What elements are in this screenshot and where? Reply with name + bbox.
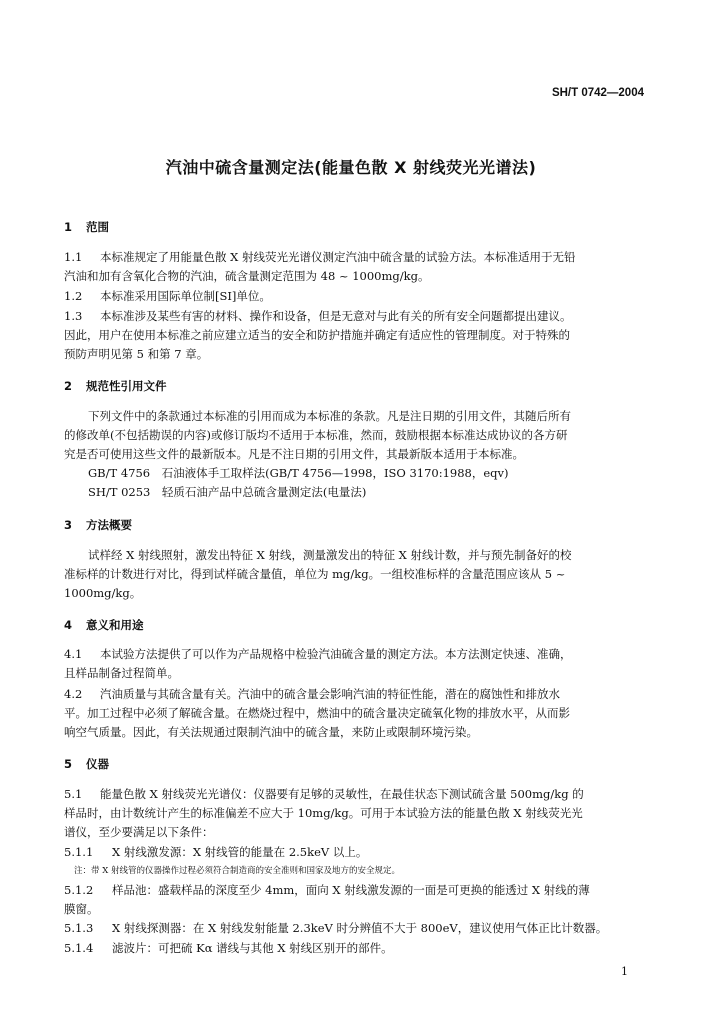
section-4 <box>64 616 644 635</box>
clause-4-1: 4.1 本试验方法提供了可以作为产品规格中检验汽油硫含量的测定方法。本方法测定快速、准确， 且样品制备过程简单。 <box>64 647 572 680</box>
section-3-body: 试样经 X 射线照射，激发出特征 X 射线，测量激发出的特征 X 射线计数，并与预先制备好的校 准标样的计数进行对比，得到试样硫含量值，单位为 mg/kg。一组校准标样的含量范围应该从 5 ~ 1000mg/kg。 <box>64 548 572 600</box>
note: 注：带 X 射线管的仪器操作过程必须符合制造商的安全准则和国家及地方的安全规定。 <box>74 866 400 876</box>
clause-4-2: 4.2 汽油质量与其硫含量有关。汽油中的硫含量会影响汽油的特征性能，潜在的腐蚀性和排放水 平。加工过程中必须了解硫含量。在燃烧过程中，燃油中的硫含量决定硫氧化物的排放水平，从而影 响空气质量。因此，有关法规通过限制汽油中的硫含量，来防止或限制环境污染。 <box>64 687 570 739</box>
section-2 <box>64 377 644 396</box>
section-heading: 5 仪器 <box>64 757 109 771</box>
section-5 <box>64 755 644 774</box>
clause-1-1: 1.1 本标准规定了用能量色散 X 射线荧光光谱仪测定汽油中硫含量的试验方法。本标准适用于无铅 汽油和加有含氧化合物的汽油，硫含量测定范围为 48 ~ 1000mg/kg。 <box>64 250 576 283</box>
section-heading: 3 方法概要 <box>64 518 132 532</box>
section-3 <box>64 516 644 535</box>
clause-1-3: 1.3 本标准涉及某些有害的材料、操作和设备，但是无意对与此有关的所有安全问题都提出建议。 因此，用户在使用本标准之前应建立适当的安全和防护措施并确定有适应性的管理制度。对于特殊的 预防声明见第 5 和第 7 章。 <box>64 309 572 361</box>
clause-5-1-1: 5.1.1 X 射线激发源：X 射线管的能量在 2.5keV 以上。 <box>64 845 368 859</box>
document-title: 汽油中硫含量测定法(能量色散 X 射线荧光光谱法) <box>165 158 537 177</box>
clause-5-1: 5.1 能量色散 X 射线荧光光谱仪：仪器要有足够的灵敏性，在最佳状态下测试硫含量 500mg/kg 的 样品时，由计数统计产生的标准偏差不应大于 10mg/kg。可用于本试验方法的能量色散 X 射线荧光光 谱仪，至少要满足以下条件： <box>64 787 584 839</box>
clause-1-2: 1.2 本标准采用国际单位制[SI]单位。 <box>64 289 271 303</box>
clause-5-1-3: 5.1.3 X 射线探测器：在 X 射线发射能量 2.3keV 时分辨值不大于 800eV，建议使用气体正比计数器。 <box>64 921 608 935</box>
page-number: 1 <box>621 965 628 978</box>
clause-5-1-4: 5.1.4 滤波片：可把硫 Kα 谱线与其他 X 射线区别开的部件。 <box>64 941 393 955</box>
reference-item: SH/T 0253 轻质石油产品中总硫含量测定法(电量法) <box>88 485 367 499</box>
section-heading: 1 范围 <box>64 220 109 234</box>
standard-code: SH/T 0742—2004 <box>551 87 644 99</box>
section-heading: 4 意义和用途 <box>64 618 144 632</box>
section-1 <box>64 218 644 237</box>
clause-5-1-2: 5.1.2 样品池：盛载样品的深度至少 4mm，面向 X 射线激发源的一面是可更换的能透过 X 射线的薄 膜窗。 <box>64 883 590 916</box>
section-2-body: 下列文件中的条款通过本标准的引用而成为本标准的条款。凡是注日期的引用文件，其随后所有 的修改单(不包括勘误的内容)或修订版均不适用于本标准，然而，鼓励根据本标准达成协议的各方研 究是否可使用这些文件的最新版本。凡是不注日期的引用文件，其最新版本适用于本标准。 GB/T 4756 石油液体手工取样法(GB/T 4756—1998，ISO 3170:1988，eqv) SH/T 0253 轻质石油产品中总硫含量测定法(电量法) <box>64 407 644 502</box>
reference-item: GB/T 4756 石油液体手工取样法(GB/T 4756—1998，ISO 3170:1988，eqv) <box>88 466 509 480</box>
section-heading: 2 规范性引用文件 <box>64 379 167 393</box>
